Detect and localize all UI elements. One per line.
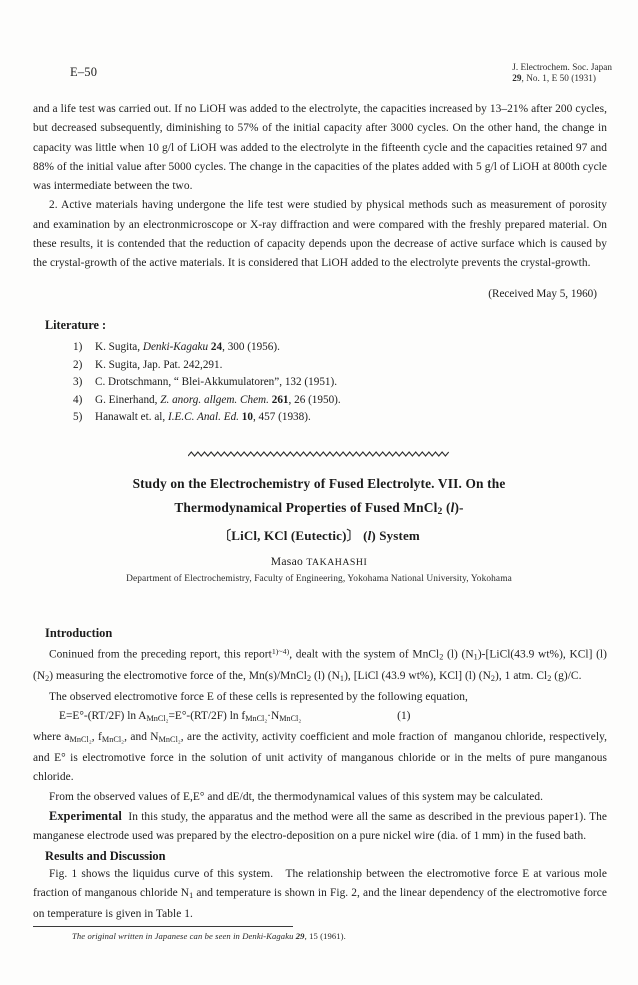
paragraph: Coninued from the preceding report, this report$^{1)\sim 4)}$, dealt with the system of MnCl$_2$ (l) $(N_1)-[LiCl(43.9$ wt%), KCl] (l) $(N_2)$ measuring the electromotive force of the, Mn(s)/MnCl$_2$ (l) $(N_1)$, [LiCl (43.9 wt%), KCl] (l) $(N_2)$, 1 atm. $Cl_2$ (g)/C.: [33, 647, 607, 683]
paragraph: 2. Active materials having undergone the life test were studied by physical methods such as measurement of porosity and examination by an electronmicroscope or X-ray diffraction and were compared with the freshly prepared material. On these results, it is contended that the reduction of capacity depends upon the decrease of active surface which is caused by the crystal-growth of the active materials. It is considered that LiOH added to the electrolyte prevents the crystal-growth.: [33, 199, 607, 270]
formula-subscript: MnCl₂: [69, 734, 92, 744]
article-one-body: [33, 100, 607, 427]
formula-subscript: 2: [306, 673, 312, 683]
journal-citation: [512, 62, 612, 83]
list-item: [33, 339, 607, 357]
footnote-volume: 29: [295, 931, 305, 941]
paragraph-experimental: [33, 807, 607, 847]
zigzag-icon: [188, 450, 450, 458]
ref-volume: 261: [268, 393, 289, 406]
ref-rest: , 300 (1956).: [222, 340, 280, 353]
ref-journal: Denki-Kagaku: [142, 340, 209, 353]
equation-subscript: MnCl₂: [279, 713, 302, 723]
title-italic-l: l: [367, 528, 372, 544]
equation-1: [33, 707, 607, 728]
list-item: [33, 409, 607, 427]
journal-volume: 29: [512, 72, 522, 83]
literature-list: [33, 339, 607, 427]
running-head: [0, 62, 638, 92]
formula-subscript: 1: [473, 652, 478, 662]
article-two-title-block: [0, 472, 638, 584]
paragraph-text: Coninued from the preceding report, this report: [49, 648, 272, 661]
page-title-line-1: Study on the Electrochemistry of Fused Electrolyte. VII. On the: [132, 476, 506, 491]
paragraph-text: , dealt with the system of MnCl: [289, 648, 440, 661]
ref-author: G. Einerhand,: [95, 393, 161, 406]
paragraph: Fig. 1 shows the liquidus curve of this system. The relationship between the electromotive force E at various mole fraction of manganous chloride $N_1$ and temperature is shown in Fig. 2, and the linear dependency of the electromotive force on temperature is given in Table 1.: [33, 867, 607, 921]
title-text: ) System: [371, 528, 420, 544]
section-heading-introduction: Introduction: [45, 626, 113, 640]
ref-number: 5): [73, 411, 83, 424]
reference-superscript: 1)~4): [271, 647, 290, 656]
formula-subscript: 2: [439, 652, 444, 662]
ref-number: 2): [73, 358, 83, 371]
formula-subscript: MnCl₂: [158, 734, 181, 744]
ref-number: 3): [73, 376, 83, 389]
paragraph: and a life test was carried out. If no LiOH was added to the electrolyte, the capacities increased by 13–21% after 200 cycles, but decreased subsequently, diminishing to 57% of the initial capacity after 3000 cycles. On the other hand, the change in capacity was little when 10 g/l of LiOH was added to the electrolyte in the fifteenth cycle and the capacities retained 97 and 88% of the initial value after 5000 cycles. The change in the capacities of the plates added with 5 g/l of LiOH at 800th cycle was intermediate between the two.: [33, 103, 607, 193]
title-text: Thermodynamical Properties of Fused MnCl: [174, 500, 438, 515]
ref-rest: , 457 (1938).: [252, 411, 311, 424]
ref-number: 1): [73, 340, 83, 353]
equation-text: =E°-(RT/2F) ln f: [168, 709, 246, 722]
formula-subscript: 2: [547, 673, 552, 683]
author-name: [0, 555, 638, 568]
journal-volume-line: [512, 73, 612, 84]
received-date: (Received May 5, 1960): [488, 287, 597, 300]
formula-subscript: MnCl₂: [101, 734, 125, 744]
folio-number: E–50: [70, 65, 98, 79]
title-text: (: [442, 500, 451, 515]
ref-journal: Z. anorg. allgem. Chem.: [160, 393, 269, 406]
ref-number: 4): [73, 393, 83, 406]
formula-subscript: 1: [339, 673, 345, 683]
footnote-text: The original written in Japanese can be seen in Denki-Kagaku: [72, 931, 296, 941]
page-title-line-3: [0, 524, 638, 548]
ref-volume: 10: [238, 411, 253, 424]
formula-subscript: 2: [45, 673, 50, 683]
paragraph: The observed electromotive force E of these cells is represented by the following equation,: [49, 690, 468, 703]
author-firstname: Masao: [270, 555, 307, 569]
list-item: [33, 357, 607, 375]
formula-subscript: 2: [490, 673, 496, 683]
title-subscript: 2: [437, 506, 443, 518]
equation-text: E=E°-(RT/2F) ln A: [59, 709, 147, 722]
footnote: [72, 931, 346, 941]
list-item: [33, 374, 607, 392]
paragraph-text: In this study, the apparatus and the method were all the same as described in the previous paper1). The manganese electrode used was prepared by the electro-deposition on a pure nickel wire (dia. of 1 mm) in the fused bath.: [33, 811, 607, 843]
journal-issue: , No. 1, E 50 (1931): [521, 72, 597, 83]
title-italic-l: l: [450, 500, 455, 515]
footnote-rest: , 15 (1961).: [304, 931, 346, 941]
equation-subscript: MnCl₂: [245, 713, 268, 723]
ref-rest: , 26 (1950).: [288, 393, 341, 406]
title-text: )-: [454, 500, 464, 515]
author-affiliation: Department of Electrochemistry, Faculty of Engineering, Yokohama National University, Yokohama: [126, 574, 512, 585]
literature-heading: Literature :: [45, 317, 107, 332]
section-heading-results: Results and Discussion: [45, 848, 166, 863]
section-heading-experimental: Experimental: [49, 809, 122, 824]
section-divider: [0, 450, 638, 462]
ref-author: Hanawalt et. al,: [95, 411, 168, 424]
ref-author: K. Sugita,: [95, 340, 143, 353]
ref-author: K. Sugita, Jap. Pat. 242,291.: [95, 358, 223, 371]
equation-subscript: MnCl₂: [146, 713, 169, 723]
equation-text: ·N: [267, 709, 280, 722]
ref-author: C. Drotschmann, “ Blei-Akkumulatoren”, 132 (1951).: [95, 376, 338, 389]
article-two-body: [33, 616, 607, 924]
paragraph: From the observed values of E,E° and dE/dt, the thermodynamical values of this system may be calculated.: [49, 790, 544, 803]
paragraph: where $a_{MnCl_2}$, $f_{MnCl_2}$, and $N_{MnCl_2}$, are the activity, activity coefficient and mole fraction of manganou chloride, respectively, and E° is electromotive force in the solution of unit activity of manganous chloride or in the melts of pure manganous chloride.: [33, 731, 607, 784]
footnote-rule: [33, 926, 293, 927]
formula-subscript: 1: [189, 890, 194, 900]
journal-title: J. Electrochem. Soc. Japan: [512, 62, 612, 72]
page-title-line-2: [0, 496, 638, 524]
equation-number: (1): [397, 709, 411, 722]
list-item: [33, 392, 607, 410]
ref-journal: I.E.C. Anal. Ed.: [168, 411, 239, 424]
title-text: 〔LiCl, KCl (Eutectic)〕 (: [218, 528, 368, 544]
ref-volume: 24: [208, 340, 223, 353]
author-surname: TAKAHASHI: [306, 557, 368, 569]
